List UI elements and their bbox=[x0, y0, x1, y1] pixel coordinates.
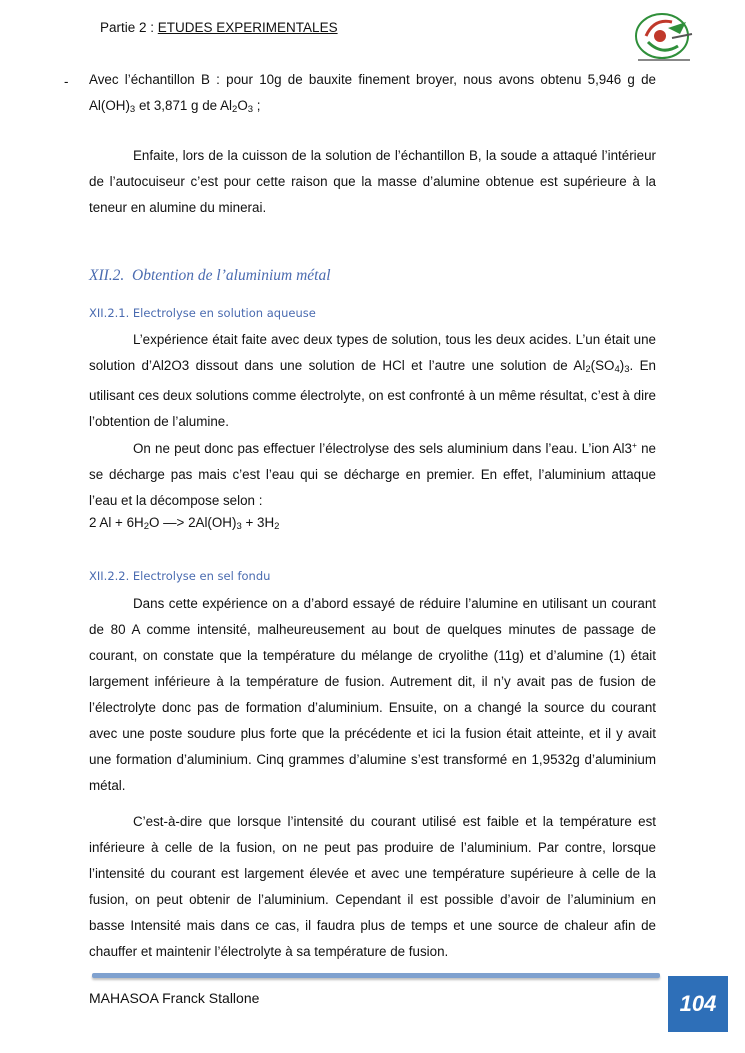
subscript: 2 bbox=[274, 521, 280, 532]
paragraph-aqueous-1 bbox=[89, 327, 656, 435]
section-heading bbox=[89, 267, 331, 285]
subscript: 2 bbox=[143, 521, 150, 532]
header-title: ETUDES EXPERIMENTALES bbox=[157, 20, 338, 35]
subscript: 3 bbox=[129, 104, 136, 115]
subscript: 4 bbox=[614, 364, 620, 375]
bullet-part: ; bbox=[253, 98, 261, 113]
section-title: Obtention de l’aluminium métal bbox=[132, 267, 331, 284]
page-number-box bbox=[668, 976, 728, 1032]
text-part: . En utilisant ces deux solutions comme électrolyte, on est confronté à un même résultat, c’est à dire l’obtention de l’alumine. bbox=[89, 358, 656, 429]
text-part: On ne peut donc pas effectuer l’électrolyse des sels aluminium dans l’eau. L’ion Al3 bbox=[133, 441, 632, 456]
list-dash: - bbox=[64, 74, 69, 89]
paragraph-enfaite: Enfaite, lors de la cuisson de la solution de l’échantillon B, la soude a attaqué l’intérieur de l’autocuiseur c’est pour cette raison que la masse d’alumine obtenue est supérieure à la teneur en alumine du minerai. bbox=[89, 148, 656, 215]
header-prefix: Partie 2 : bbox=[100, 20, 158, 35]
footer-rule bbox=[92, 973, 660, 978]
subscript: 2 bbox=[585, 364, 591, 375]
text-part: L’expérience était faite avec deux types de solution, tous les deux acides. L’un était une solution d’Al2O3 dissout dans une solution de HCl et l’autre une solution de Al bbox=[89, 332, 656, 373]
footer-author: MAHASOA Franck Stallone bbox=[89, 990, 260, 1006]
text-part: (SO bbox=[590, 358, 615, 373]
section-number: XII.2. bbox=[89, 267, 125, 284]
page-number: 104 bbox=[679, 991, 717, 1016]
subscript: 3 bbox=[247, 104, 254, 115]
equation-part: O —> 2Al(OH) bbox=[149, 515, 237, 530]
institution-logo bbox=[632, 12, 698, 64]
subsection-heading-molten: XII.2.2. Electrolyse en sel fondu bbox=[89, 569, 271, 583]
paragraph-molten-1: Dans cette expérience on a d’abord essayé de réduire l’alumine en utilisant un courant de 80 A comme intensité, malheureusement au bout de quelques minutes de passage de courant, on constate que la température du mélange de cryolithe (11g) et d’alumine (1) était largement inférieure à la température de fusion. Autrement dit, il n’y avait pas de fusion de l’électrolyte donc pas de formation d’aluminium. Ensuite, on a changé la source du courant avec une poste soudure plus forte que la précédente et ici la fusion était atteinte, et il y avait une formation d’aluminium. Cinq grammes d’alumine s’est transformé en 1,9532g d’aluminium métal. bbox=[89, 596, 656, 793]
paragraph-aqueous-2 bbox=[89, 432, 656, 514]
running-header bbox=[100, 20, 338, 35]
subscript: 3 bbox=[624, 364, 630, 375]
bullet-part: O bbox=[237, 98, 248, 113]
subscript: 3 bbox=[236, 521, 242, 532]
text-part: ne se décharge pas mais c’est l’eau qui se décharge en premier. En effet, l’aluminium attaque l’eau et la décompose selon : bbox=[89, 441, 656, 508]
reaction-equation bbox=[89, 510, 656, 540]
text-part: ) bbox=[619, 358, 625, 373]
paragraph-molten-2: C’est-à-dire que lorsque l’intensité du courant utilisé est faible et la température est inférieure à celle de la fusion, on ne peut pas produire de l’aluminium. Par contre, lorsque l’intensité du courant est largement élevée et avec une température supérieure à celle de la fusion, on peut obtenir de l’aluminium. Cependant il est possible d’avoir de l’aluminium en basse Intensité mais dans ce cas, il faudra plus de temps et une source de chaleur afin de chauffer et maintenir l’électrolyte à sa température de fusion. bbox=[89, 814, 656, 959]
subscript: 2 bbox=[232, 104, 238, 115]
equation-part: 2 Al + 6H bbox=[89, 515, 144, 530]
superscript: + bbox=[631, 440, 637, 450]
subsection-heading-aqueous: XII.2.1. Electrolyse en solution aqueuse bbox=[89, 306, 316, 320]
bullet-part: Avec l’échantillon B : pour 10g de bauxite finement broyer, nous avons obtenu 5,946 g de Al(OH) bbox=[89, 72, 656, 113]
equation-part: + 3H bbox=[241, 515, 275, 530]
bullet-part: et 3,871 g de Al bbox=[135, 98, 233, 113]
bullet-text bbox=[89, 67, 656, 123]
